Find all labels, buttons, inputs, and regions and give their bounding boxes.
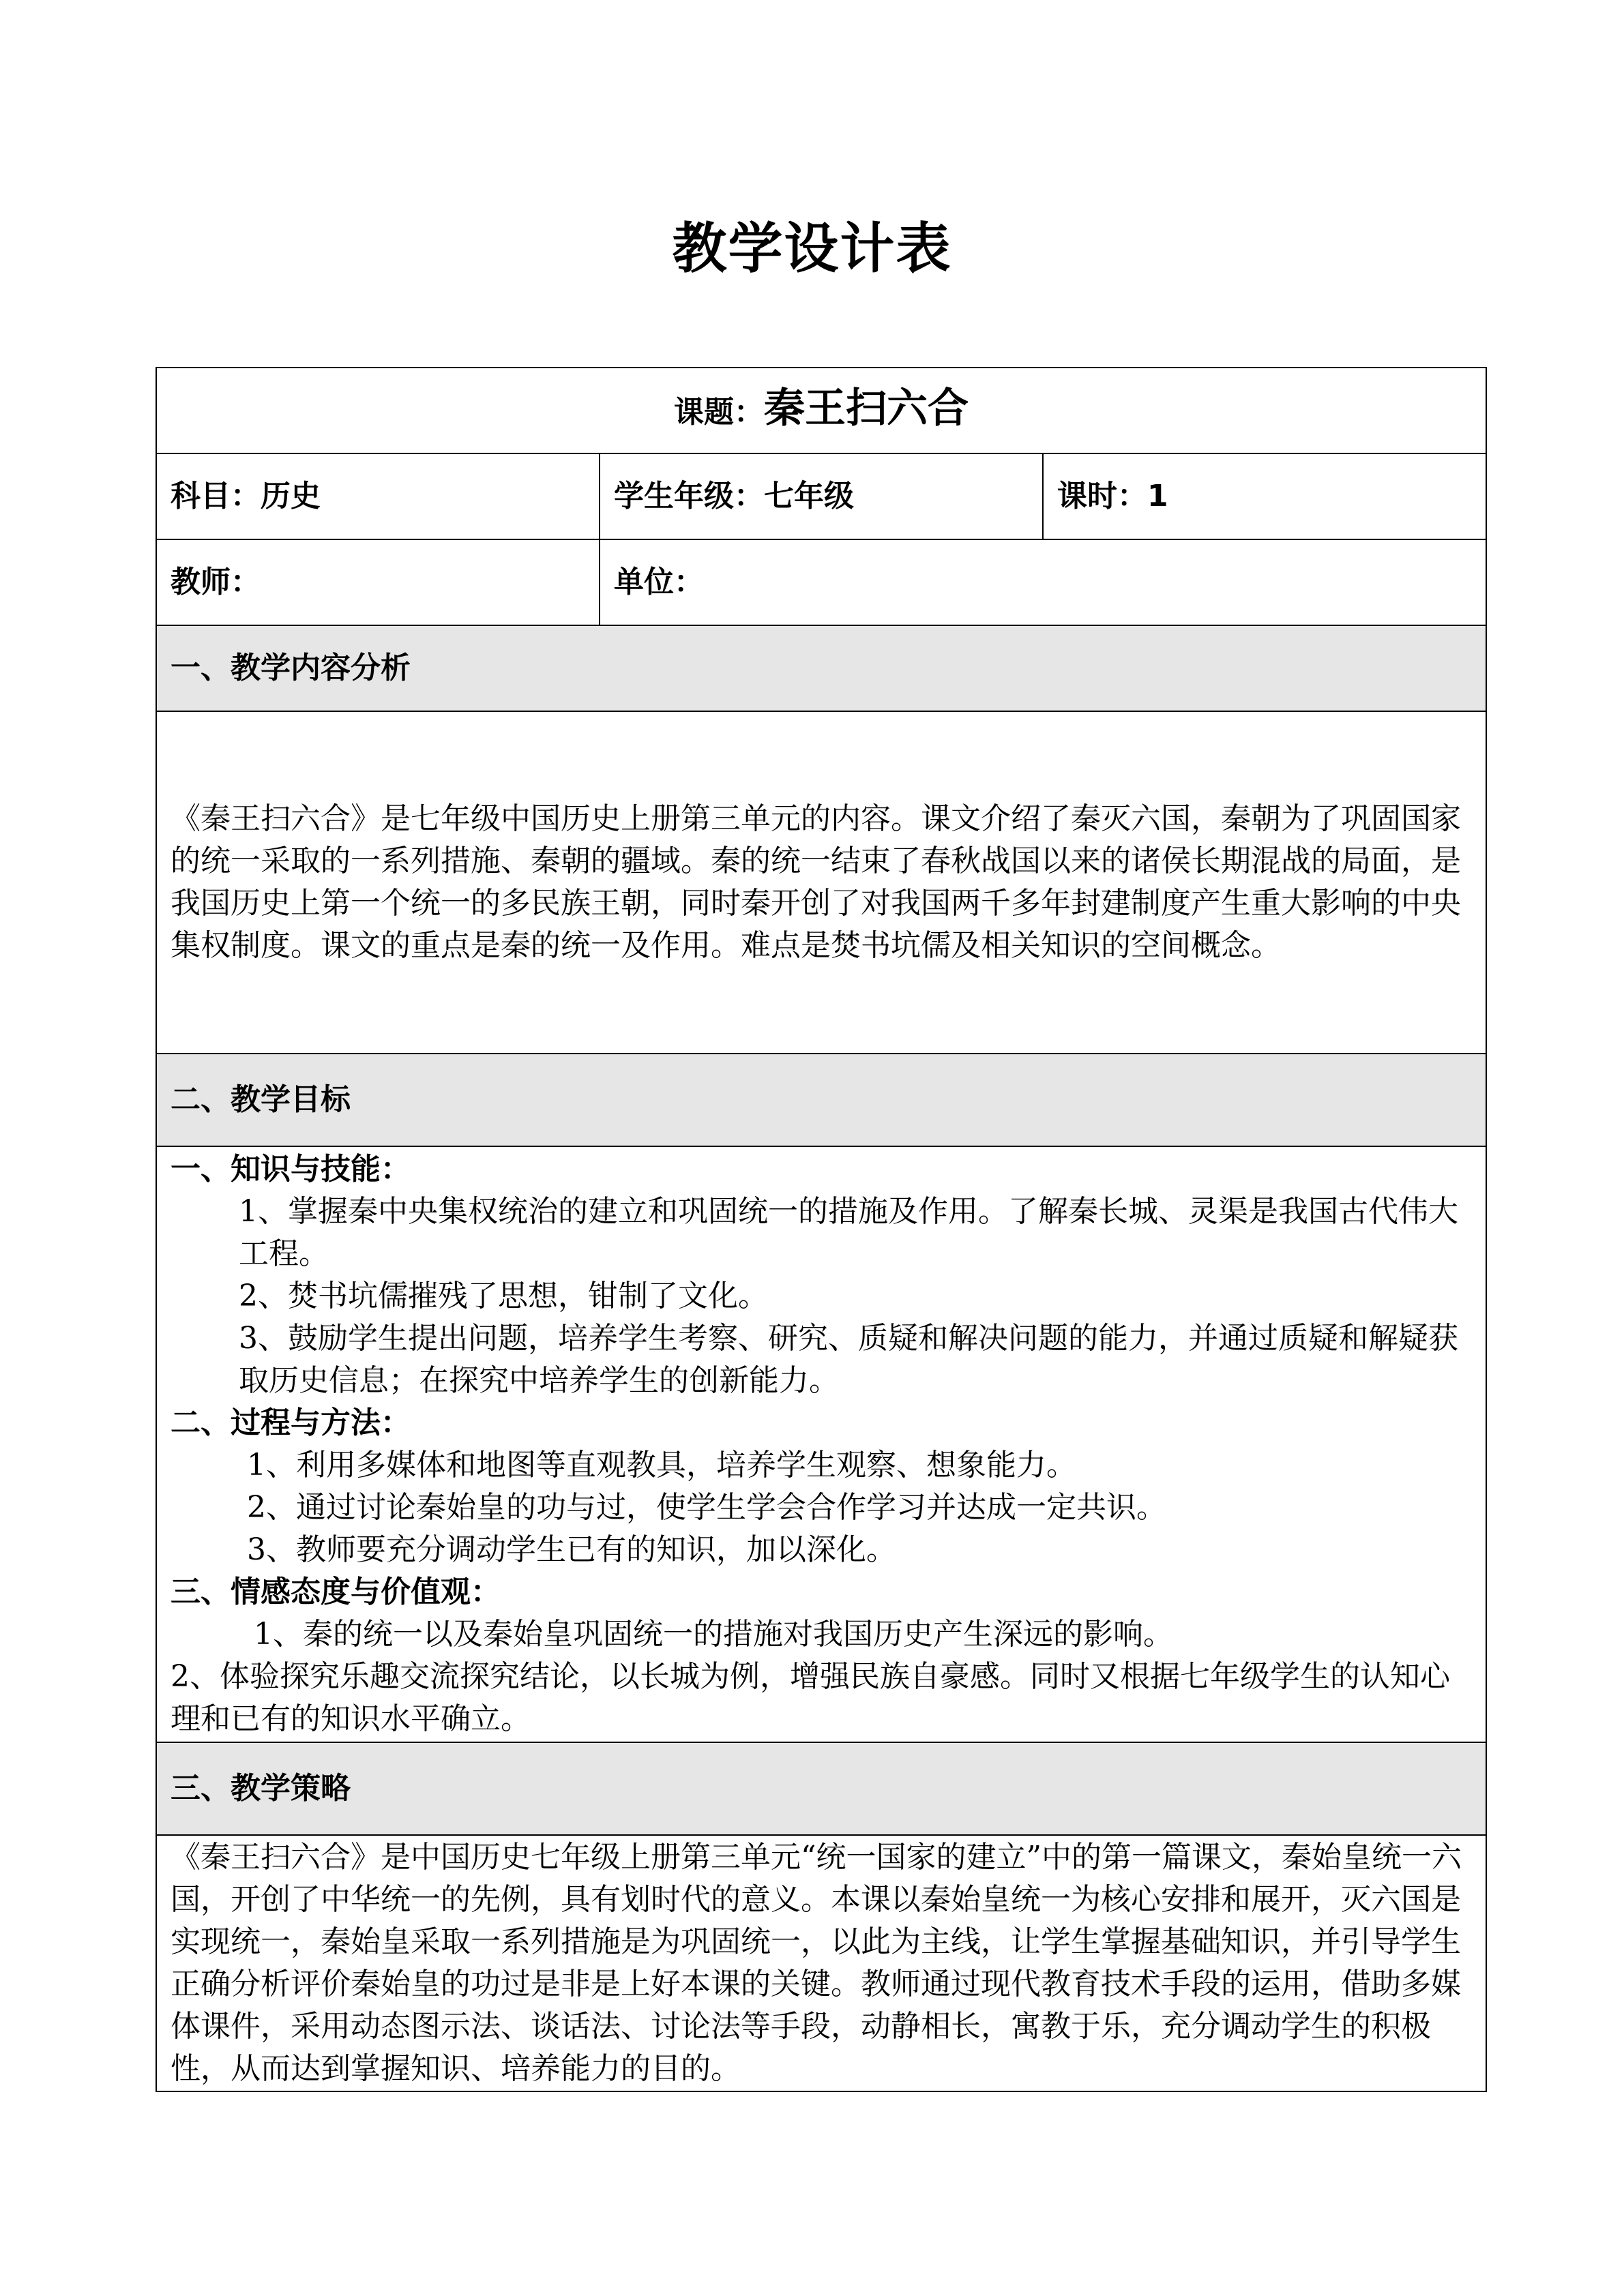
grade-cell: 学生年级：七年级 [600, 453, 1043, 539]
info-row [156, 453, 1486, 539]
topic-value: 秦王扫六合 [764, 385, 969, 432]
section-heading-row [156, 1742, 1486, 1835]
content-analysis-row [156, 711, 1486, 1054]
teacher-cell: 教师： [156, 539, 600, 625]
goal-item: 1、利用多媒体和地图等直观教具，培养学生观察、想象能力。 [247, 1448, 1076, 1482]
goal-item: 2、体验探究乐趣交流探究结论，以长城为例，增强民族自豪感。同时又根据七年级学生的认知心理和已有的知识水平确立。 [171, 1659, 1450, 1736]
teaching-strategy-text: 《秦王扫六合》是中国历史七年级上册第三单元“统一国家的建立”中的第一篇课文，秦始皇统一六国，开创了中华统一的先例，具有划时代的意义。本课以秦始皇统一为核心安排和展开，灭六国是实现统一，秦始皇采取一系列措施是为巩固统一，以此为主线，让学生掌握基础知识，并引导学生正确分析评价秦始皇的功过是非是上好本课的关键。教师通过现代教育技术手段的运用，借助多媒体课件，采用动态图示法、谈话法、讨论法等手段，动静相长，寓教于乐，充分调动学生的积极性，从而达到掌握知识、培养能力的目的。 [156, 1835, 1486, 2091]
section-heading-row [156, 625, 1486, 711]
section2-heading: 二、教学目标 [156, 1054, 1486, 1146]
subject-cell: 科目：历史 [156, 453, 600, 539]
unit-cell: 单位： [600, 539, 1486, 625]
topic-cell [156, 368, 1486, 453]
goal-item: 1、秦的统一以及秦始皇巩固统一的措施对我国历史产生深远的影响。 [254, 1617, 1173, 1652]
teaching-goals-row [156, 1146, 1486, 1742]
topic-label: 课题： [674, 395, 764, 430]
teaching-strategy-row [156, 1835, 1486, 2091]
page-title: 教学设计表 [672, 217, 952, 280]
section3-heading: 三、教学策略 [156, 1742, 1486, 1835]
goal-group-heading: 三、情感态度与价值观： [171, 1575, 501, 1609]
hours-cell: 课时：1 [1043, 453, 1486, 539]
goal-item: 1、掌握秦中央集权统治的建立和巩固统一的措施及作用。了解秦长城、灵渠是我国古代伟大工程。 [239, 1194, 1458, 1271]
goal-item: 3、鼓励学生提出问题，培养学生考察、研究、质疑和解决问题的能力，并通过质疑和解疑获取历史信息；在探究中培养学生的创新能力。 [239, 1321, 1458, 1398]
lesson-design-table [156, 367, 1487, 2092]
goal-group-heading: 二、过程与方法： [171, 1405, 411, 1440]
teacher-row [156, 539, 1486, 625]
goal-item: 2、通过讨论秦始皇的功与过，使学生学会合作学习并达成一定共识。 [247, 1490, 1166, 1525]
section1-heading: 一、教学内容分析 [156, 625, 1486, 711]
goal-item: 3、教师要充分调动学生已有的知识，加以深化。 [247, 1532, 896, 1567]
topic-row [156, 368, 1486, 453]
teaching-goals-cell [156, 1146, 1486, 1742]
section-heading-row [156, 1054, 1486, 1146]
goal-item: 2、焚书坑儒摧残了思想，钳制了文化。 [239, 1279, 768, 1313]
goal-group-heading: 一、知识与技能： [171, 1152, 411, 1187]
content-analysis-text: 《秦王扫六合》是七年级中国历史上册第三单元的内容。课文介绍了秦灭六国，秦朝为了巩固国家的统一采取的一系列措施、秦朝的疆域。秦的统一结束了春秋战国以来的诸侯长期混战的局面，是我国历史上第一个统一的多民族王朝，同时秦开创了对我国两千多年封建制度产生重大影响的中央集权制度。课文的重点是秦的统一及作用。难点是焚书坑儒及相关知识的空间概念。 [156, 711, 1486, 1054]
